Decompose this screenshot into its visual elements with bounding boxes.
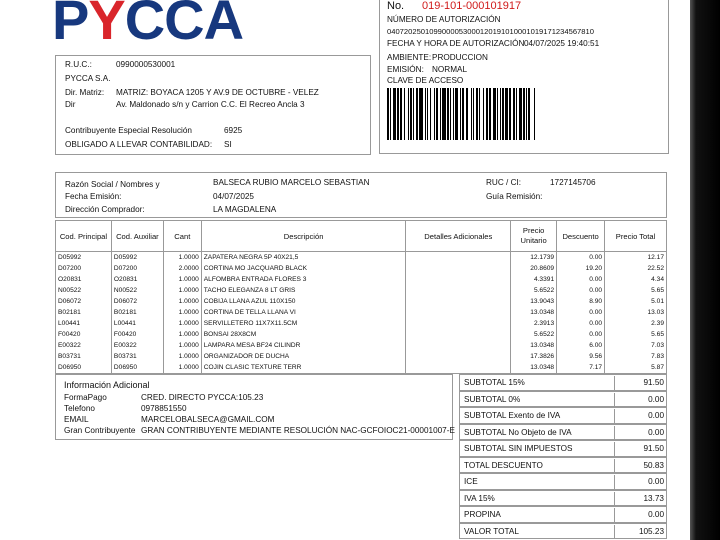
table-cell: 0.00 [557, 274, 605, 285]
table-row [56, 307, 667, 318]
table-row [56, 340, 667, 351]
table-cell: 4.3391 [511, 274, 557, 285]
table-cell: 17.3826 [511, 351, 557, 362]
table-cell: E00322 [56, 340, 112, 351]
col-cod-principal: Cod. Principal [56, 221, 112, 252]
table-cell: COJIN CLASIC TEXTURE TERR [201, 362, 406, 374]
table-cell: 5.65 [605, 329, 667, 340]
table-cell: D05992 [111, 252, 163, 264]
table-cell: D06950 [111, 362, 163, 374]
table-cell: B02181 [56, 307, 112, 318]
table-row [56, 263, 667, 274]
table-cell: 1.0000 [163, 318, 201, 329]
table-cell [406, 285, 511, 296]
table-cell: 8.90 [557, 296, 605, 307]
col-precio-unitario: Precio Unitario [511, 221, 557, 252]
additional-info-box [55, 374, 453, 440]
auth-date-label: FECHA Y HORA DE AUTORIZACIÓN [387, 39, 525, 48]
totals-label: SUBTOTAL Exento de IVA [464, 411, 561, 420]
table-cell: 5.65 [605, 285, 667, 296]
obligado-label: OBLIGADO A LLEVAR CONTABILIDAD: [65, 140, 213, 149]
totals-row [459, 473, 667, 490]
table-cell: ORGANIZADOR DE DUCHA [201, 351, 406, 362]
totals-value: 50.83 [614, 459, 664, 473]
table-row [56, 329, 667, 340]
table-cell: B03731 [56, 351, 112, 362]
emisor-name: PYCCA S.A. [65, 74, 111, 83]
buyer-address-label: Dirección Comprador: [65, 205, 145, 214]
totals-row [459, 424, 667, 441]
table-cell: D07200 [56, 263, 112, 274]
table-cell: 1.0000 [163, 351, 201, 362]
totals-value: 105.23 [614, 525, 664, 539]
table-cell: B02181 [111, 307, 163, 318]
table-cell: E00322 [111, 340, 163, 351]
table-cell: 1.0000 [163, 362, 201, 374]
info-label: Gran Contribuyente [64, 426, 136, 435]
table-cell: L00441 [56, 318, 112, 329]
emision-value: NORMAL [432, 65, 468, 74]
info-label: Telefono [64, 404, 95, 413]
table-cell: 13.0348 [511, 307, 557, 318]
table-cell [406, 296, 511, 307]
table-row [56, 252, 667, 264]
totals-label: SUBTOTAL 0% [464, 394, 521, 404]
table-cell [406, 274, 511, 285]
table-cell: 22.52 [605, 263, 667, 274]
totals-label: ICE [464, 477, 478, 486]
obligado-value: SI [224, 140, 232, 149]
table-row [56, 296, 667, 307]
table-row [56, 351, 667, 362]
info-value: 0978851550 [141, 404, 187, 413]
fecha-emision-value: 04/07/2025 [213, 192, 254, 201]
especial-value: 6925 [224, 126, 243, 135]
table-cell: 2.0000 [163, 263, 201, 274]
table-cell: ALFOMBRA ENTRADA FLORES 3 [201, 274, 406, 285]
col-descripcion: Descripción [201, 221, 406, 252]
totals-row [459, 523, 667, 540]
ambiente-label: AMBIENTE: [387, 53, 432, 62]
table-cell: F00420 [56, 329, 112, 340]
table-cell: D06950 [56, 362, 112, 374]
totals-row [459, 490, 667, 507]
table-cell: 9.56 [557, 351, 605, 362]
table-cell [406, 340, 511, 351]
info-value: GRAN CONTRIBUYENTE MEDIANTE RESOLUCIÓN NAC-GCFOIOC21-00001007-E [141, 426, 455, 435]
table-cell: 2.3913 [511, 318, 557, 329]
table-cell: 0.00 [557, 252, 605, 264]
table-cell: 12.1739 [511, 252, 557, 264]
totals-label: SUBTOTAL No Objeto de IVA [464, 427, 572, 437]
additional-info-title: Información Adicional [64, 380, 150, 390]
totals-value: 0.00 [614, 475, 664, 489]
info-value: CRED. DIRECTO PYCCA:105.23 [141, 393, 264, 402]
dir-label: Dir [65, 100, 76, 109]
table-cell: N00522 [56, 285, 112, 296]
totals-row [459, 457, 667, 474]
table-cell: CORTINA DE TELLA LLANA VI [201, 307, 406, 318]
emision-label: EMISIÓN: [387, 65, 424, 74]
pycca-logo: PYCCA [52, 0, 244, 51]
table-cell: 5.6522 [511, 329, 557, 340]
ambiente-value: PRODUCCION [432, 53, 488, 62]
col-descuento: Descuento [557, 221, 605, 252]
table-cell: D07200 [111, 263, 163, 274]
table-cell [406, 351, 511, 362]
table-cell: BONSAI 28X8CM [201, 329, 406, 340]
table-cell: 1.0000 [163, 307, 201, 318]
buyer-address-value: LA MAGDALENA [213, 205, 277, 214]
table-cell: O20831 [56, 274, 112, 285]
table-cell: D05992 [56, 252, 112, 264]
table-cell: 1.0000 [163, 296, 201, 307]
totals-label: TOTAL DESCUENTO [464, 460, 543, 470]
totals-row [459, 391, 667, 408]
totals-row [459, 440, 667, 457]
especial-label: Contribuyente Especial Resolución [65, 126, 192, 135]
table-cell: F00420 [111, 329, 163, 340]
table-cell [406, 329, 511, 340]
table-cell: 13.03 [605, 307, 667, 318]
ruc-value: 0990000530001 [116, 60, 176, 69]
buyer-ruc-value: 1727145706 [550, 178, 596, 187]
col-cant: Cant [163, 221, 201, 252]
table-cell: N00522 [111, 285, 163, 296]
table-cell: CORTINA MO JACQUARD BLACK [201, 263, 406, 274]
info-label: EMAIL [64, 415, 89, 424]
totals-value: 0.00 [614, 393, 664, 407]
barcode-bar [535, 88, 537, 140]
table-cell: 7.83 [605, 351, 667, 362]
totals-label: PROPINA [464, 510, 501, 519]
table-cell: LAMPARA MESA BF24 CILINDR [201, 340, 406, 351]
totals-value: 91.50 [614, 376, 664, 390]
table-cell [406, 307, 511, 318]
invoice-number: 019-101-000101917 [422, 0, 522, 12]
totals-value: 0.00 [614, 409, 664, 423]
access-key-barcode [387, 88, 663, 140]
items-table [55, 220, 667, 374]
table-row [56, 285, 667, 296]
table-cell: O20831 [111, 274, 163, 285]
col-precio-total: Precio Total [605, 221, 667, 252]
table-cell: 0.00 [557, 318, 605, 329]
table-cell: 5.01 [605, 296, 667, 307]
table-cell: TACHO ELEGANZA 8 LT GRIS [201, 285, 406, 296]
table-cell: 1.0000 [163, 285, 201, 296]
info-label: FormaPago [64, 393, 107, 402]
totals-value: 0.00 [614, 508, 664, 522]
totals-row [459, 374, 667, 391]
razon-value: BALSECA RUBIO MARCELO SEBASTIAN [213, 178, 370, 187]
table-cell: 1.0000 [163, 274, 201, 285]
totals-value: 91.50 [614, 442, 664, 456]
totals-panel [459, 374, 667, 539]
table-cell: D06072 [56, 296, 112, 307]
table-cell: 0.00 [557, 307, 605, 318]
table-row [56, 362, 667, 374]
table-cell: 5.87 [605, 362, 667, 374]
col-detalles: Detalles Adicionales [406, 221, 511, 252]
table-cell: 1.0000 [163, 329, 201, 340]
info-value: MARCELOBALSECA@GMAIL.COM [141, 415, 275, 424]
totals-label: IVA 15% [464, 493, 495, 503]
table-cell: 6.00 [557, 340, 605, 351]
table-cell: 13.9043 [511, 296, 557, 307]
col-cod-auxiliar: Cod. Auxiliar [111, 221, 163, 252]
clave-label: CLAVE DE ACCESO [387, 76, 464, 85]
razon-label: Razón Social / Nombres y [65, 180, 160, 189]
matriz-label: Dir. Matriz: [65, 88, 105, 97]
table-cell: 7.17 [557, 362, 605, 374]
totals-row [459, 407, 667, 424]
table-cell: 5.6522 [511, 285, 557, 296]
dir-value: Av. Maldonado s/n y Carrion C.C. El Recreo Ancla 3 [116, 100, 305, 109]
window-edge [690, 0, 720, 540]
table-cell: 0.00 [557, 285, 605, 296]
table-cell: 12.17 [605, 252, 667, 264]
guia-label: Guía Remisión: [486, 192, 543, 201]
table-cell: 13.0348 [511, 362, 557, 374]
auth-number-label: NÚMERO DE AUTORIZACIÓN [387, 15, 501, 24]
table-cell: 1.0000 [163, 252, 201, 264]
totals-row [459, 506, 667, 523]
table-cell: 1.0000 [163, 340, 201, 351]
table-cell: 4.34 [605, 274, 667, 285]
matriz-value: MATRIZ: BOYACA 1205 Y AV.9 DE OCTUBRE - VELEZ [116, 88, 319, 97]
auth-number-value: 0407202501099000053000120191010001019171234567810 [387, 27, 594, 36]
totals-label: SUBTOTAL SIN IMPUESTOS [464, 444, 573, 453]
table-cell: B03731 [111, 351, 163, 362]
totals-value: 0.00 [614, 426, 664, 440]
totals-value: 13.73 [614, 492, 664, 506]
table-cell: 0.00 [557, 329, 605, 340]
table-cell: 7.03 [605, 340, 667, 351]
table-cell: D06072 [111, 296, 163, 307]
table-cell [406, 263, 511, 274]
table-row [56, 274, 667, 285]
invoice-number-label: No. [387, 0, 405, 12]
buyer-ruc-label: RUC / CI: [486, 178, 522, 187]
table-cell: 20.8609 [511, 263, 557, 274]
table-cell: L00441 [111, 318, 163, 329]
ruc-label: R.U.C.: [65, 60, 92, 69]
table-cell [406, 318, 511, 329]
table-cell: 2.39 [605, 318, 667, 329]
table-row [56, 318, 667, 329]
table-cell: ZAPATERA NEGRA 5P 40X21,5 [201, 252, 406, 264]
totals-label: SUBTOTAL 15% [464, 378, 525, 387]
table-cell [406, 362, 511, 374]
table-header-row [56, 221, 667, 252]
totals-label: VALOR TOTAL [464, 526, 519, 536]
table-cell: 13.0348 [511, 340, 557, 351]
table-cell: 19.20 [557, 263, 605, 274]
table-cell: COBIJA LLANA AZUL 110X150 [201, 296, 406, 307]
table-cell [406, 252, 511, 264]
fecha-emision-label: Fecha Emisión: [65, 192, 122, 201]
auth-date-value: 04/07/2025 19:40:51 [524, 39, 600, 48]
table-cell: SERVILLETERO 11X7X11.5CM [201, 318, 406, 329]
